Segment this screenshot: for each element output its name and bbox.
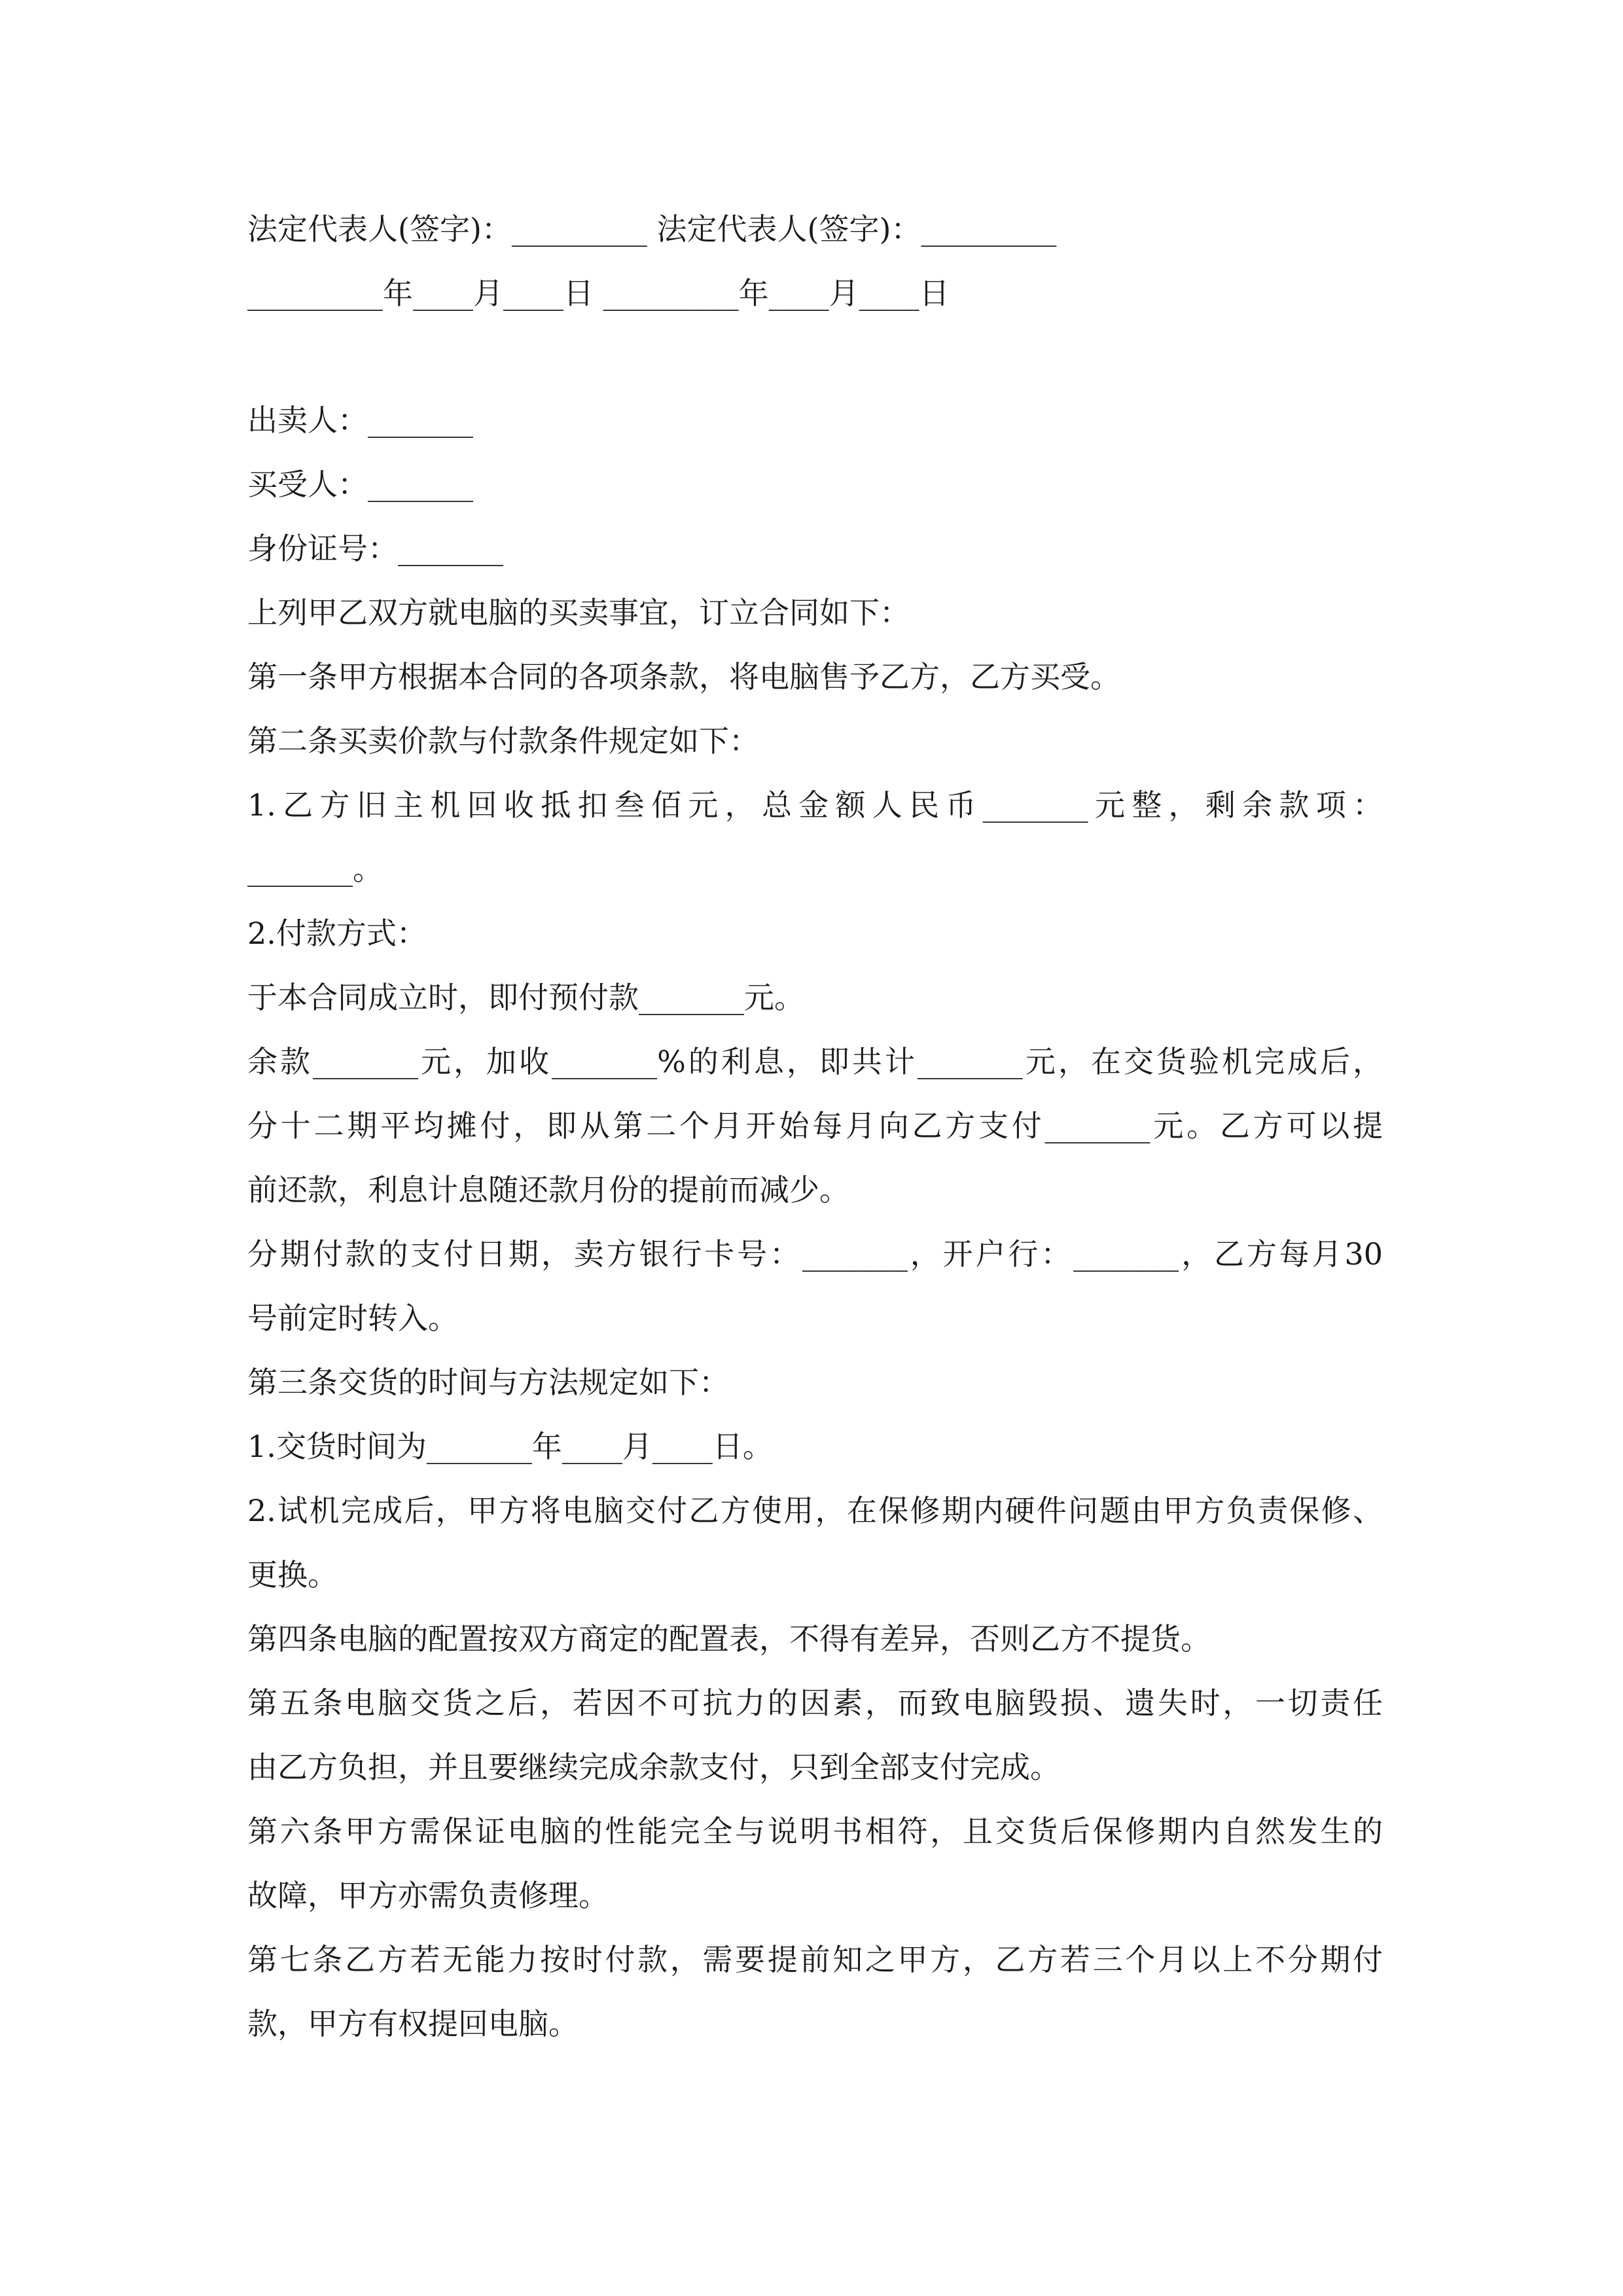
article-6: 第六条甲方需保证电脑的性能完全与说明书相符，且交货后保修期内自然发生的 bbox=[247, 1814, 1383, 1849]
installment-clause-cont: 分十二期平均摊付，即从第二个月开始每月向乙方支付_______元。乙方可以提 bbox=[247, 1108, 1383, 1143]
article-2-item-1-cont: _______。 bbox=[247, 852, 383, 887]
article-7-end: 款，甲方有权提回电脑。 bbox=[247, 2006, 579, 2041]
article-7: 第七条乙方若无能力按时付款，需要提前知之甲方，乙方若三个月以上不分期付 bbox=[247, 1942, 1383, 1977]
article-3-heading: 第三条交货的时间与方法规定如下： bbox=[247, 1365, 729, 1400]
article-6-end: 故障，甲方亦需负责修理。 bbox=[247, 1878, 609, 1913]
article-2-heading: 第二条买卖价款与付款条件规定如下： bbox=[247, 723, 759, 759]
article-2-item-1: 1.乙方旧主机回收抵扣叁佰元，总金额人民币_______元整，剩余款项： bbox=[247, 787, 1383, 823]
article-1: 第一条甲方根据本合同的各项条款，将电脑售予乙方，乙方买受。 bbox=[247, 659, 1120, 694]
article-5-end: 由乙方负担，并且要继续完成余款支付，只到全部支付完成。 bbox=[247, 1749, 1060, 1785]
signature-line: 法定代表人(签字)：_________ 法定代表人(签字)：_________ bbox=[247, 211, 1057, 247]
seller-field: 出卖人：_______ bbox=[247, 403, 473, 438]
article-3-item-2-end: 更换。 bbox=[247, 1557, 338, 1592]
date-line: _________年____月____日 _________年____月____日 bbox=[247, 276, 950, 311]
payment-date-clause-end: 号前定时转入。 bbox=[247, 1300, 458, 1336]
article-2-item-2: 2.付款方式： bbox=[247, 916, 427, 951]
article-5: 第五条电脑交货之后，若因不可抗力的因素，而致电脑毁损、遗失时，一切责任 bbox=[247, 1685, 1383, 1721]
buyer-field: 买受人：_______ bbox=[247, 467, 473, 502]
article-3-item-2: 2.试机完成后，甲方将电脑交付乙方使用，在保修期内硬件问题由甲方负责保修、 bbox=[247, 1493, 1383, 1528]
payment-date-clause: 分期付款的支付日期，卖方银行卡号：_______，开户行：_______，乙方每月30 bbox=[247, 1236, 1383, 1272]
contract-intro: 上列甲乙双方就电脑的买卖事宜，订立合同如下： bbox=[247, 595, 910, 630]
installment-clause: 余款_______元，加收_______%的利息，即共计_______元，在交货验机完成后， bbox=[247, 1044, 1383, 1079]
id-number-field: 身份证号：_______ bbox=[247, 531, 503, 566]
installment-clause-end: 前还款，利息计息随还款月份的提前而减少。 bbox=[247, 1172, 849, 1208]
prepayment-clause: 于本合同成立时，即付预付款_______元。 bbox=[247, 980, 804, 1015]
article-4: 第四条电脑的配置按双方商定的配置表，不得有差异，否则乙方不提货。 bbox=[247, 1621, 1211, 1657]
article-3-item-1: 1.交货时间为_______年____月____日。 bbox=[247, 1429, 773, 1464]
